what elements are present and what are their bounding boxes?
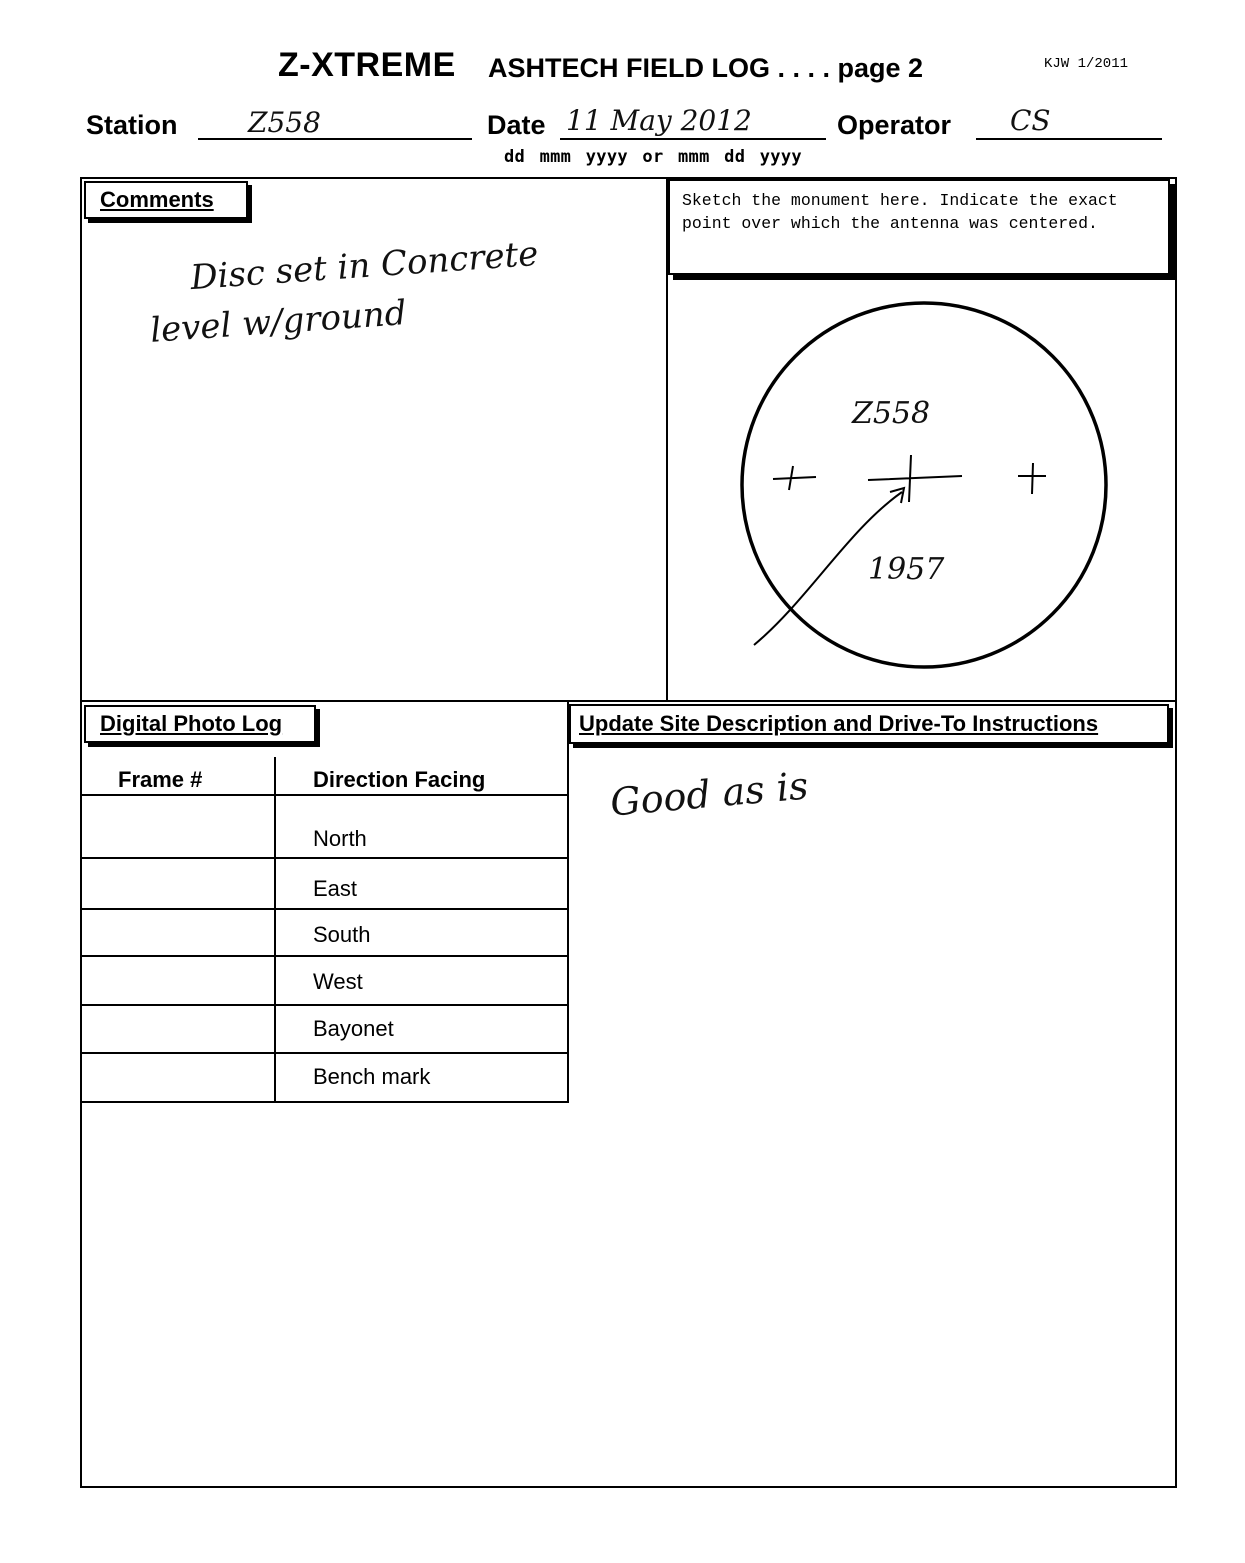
operator-underline (976, 138, 1162, 140)
form-brand: Z-XTREME (278, 46, 456, 84)
date-value[interactable]: 11 May 2012 (566, 104, 752, 137)
update-description-note[interactable]: Good as is (608, 763, 810, 825)
table-row[interactable] (80, 1054, 569, 1103)
date-format-hint: dd mmm yyyy or mmm dd yyyy (504, 147, 802, 167)
update-description-label: Update Site Description and Drive-To Instructions (569, 704, 1169, 744)
photo-log-table (80, 796, 569, 1103)
table-row[interactable] (80, 796, 569, 859)
photo-log-label: Digital Photo Log (84, 705, 316, 743)
comments-line-1[interactable]: Disc set in Concrete (189, 233, 540, 299)
table-row[interactable] (80, 859, 569, 910)
direction-cell: Bench mark (313, 1064, 431, 1089)
direction-cell: West (313, 969, 363, 994)
direction-column-header: Direction Facing (313, 767, 486, 792)
sketch-label-bottom: 1957 (868, 552, 945, 587)
station-value[interactable]: Z558 (248, 106, 321, 139)
comments-line-2[interactable]: level w/ground (148, 293, 408, 351)
direction-cell: Bayonet (313, 1016, 394, 1041)
center-cross-mark (868, 455, 962, 502)
table-row[interactable] (80, 910, 569, 957)
operator-value[interactable]: CS (1010, 104, 1051, 137)
right-cross-mark (1018, 463, 1046, 494)
monument-sketch[interactable] (668, 280, 1173, 700)
comments-label: Comments (84, 181, 248, 219)
date-underline (560, 138, 826, 140)
form-title: ASHTECH FIELD LOG . . . . page 2 (488, 53, 924, 83)
station-label: Station (86, 110, 178, 140)
frame-column-header: Frame # (118, 767, 203, 792)
form-reference: KJW 1/2011 (1044, 56, 1129, 72)
direction-cell: South (313, 922, 371, 947)
monument-disc-outline (742, 303, 1106, 667)
direction-cell: North (313, 826, 367, 851)
station-underline (198, 138, 472, 140)
table-row[interactable] (80, 1006, 569, 1054)
sketch-instructions: Sketch the monument here. Indicate the exact point over which the antenna was centered. (668, 179, 1170, 275)
section-divider (80, 700, 1177, 702)
operator-label: Operator (837, 110, 952, 140)
left-cross-mark (773, 466, 816, 490)
table-row[interactable] (80, 957, 569, 1006)
sketch-label-top: Z558 (852, 396, 931, 431)
date-label: Date (487, 110, 546, 140)
direction-cell: East (313, 876, 358, 901)
